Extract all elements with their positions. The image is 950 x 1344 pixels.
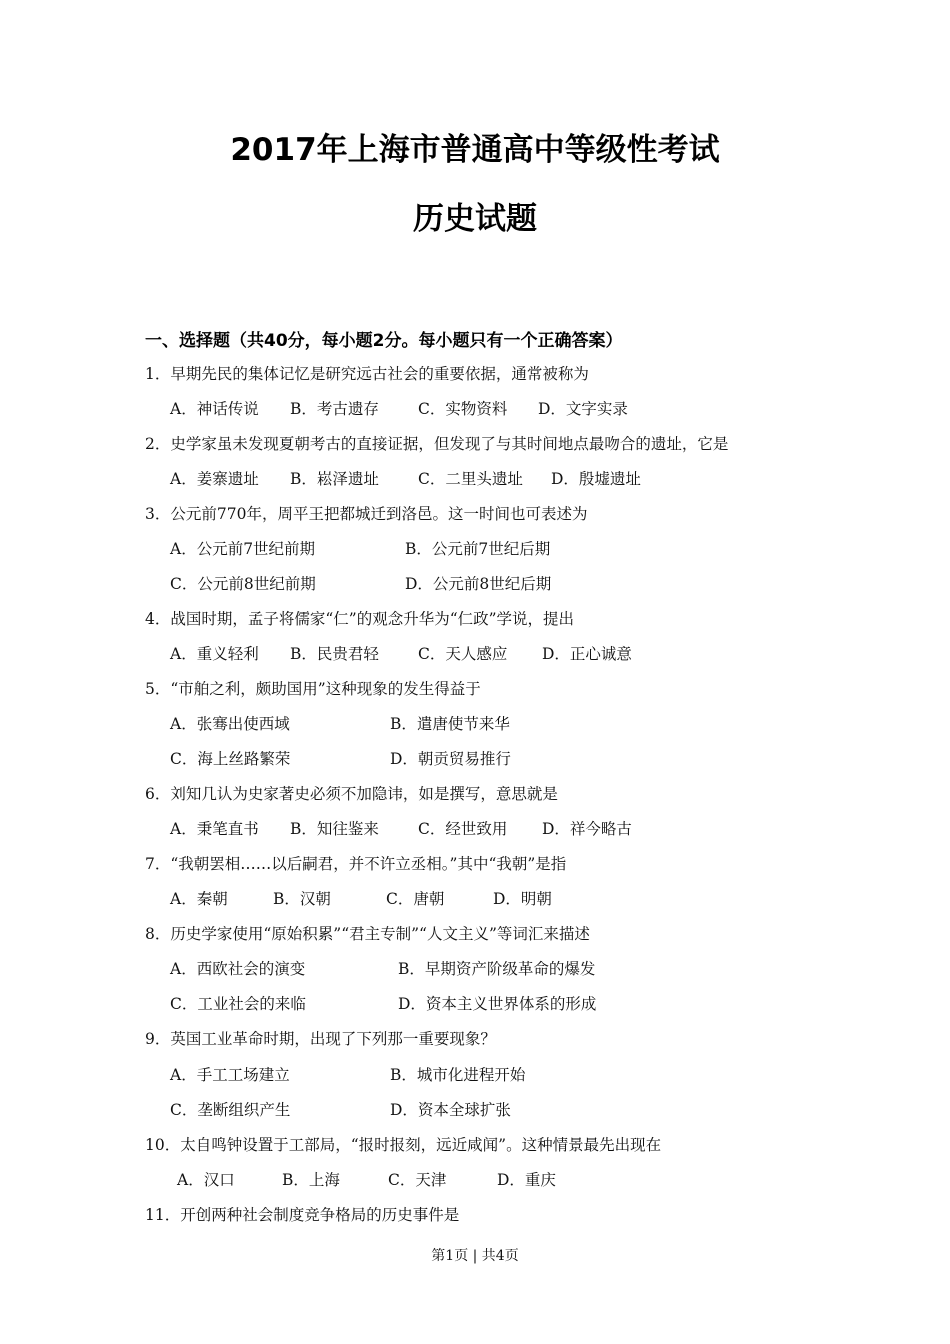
option-a: A．重义轻利 [170,645,259,663]
question-stem: 10．太自鸣钟设置于工部局，“报时报刻，远近咸闻”。这种情景最先出现在 [145,1136,662,1154]
option-c: C．二里头遗址 [418,470,523,488]
option-a: A．张骞出使西域 [170,715,290,733]
option-c: C．经世致用 [418,820,508,838]
option-c: C．海上丝路繁荣 [170,750,291,768]
option-c: C．天人感应 [418,645,508,663]
option-a: A．手工工场建立 [170,1066,290,1084]
option-b: B．知往鉴来 [290,820,379,838]
option-b: B．上海 [282,1171,340,1189]
question-stem: 2．史学家虽未发现夏朝考古的直接证据，但发现了与其时间地点最吻合的遗址，它是 [145,435,729,453]
question-stem: 11．开创两种社会制度竞争格局的历史事件是 [145,1206,460,1224]
option-c: C．垄断组织产生 [170,1101,291,1119]
exam-subtitle: 历史试题 [413,201,537,237]
page-indicator: 第1页 | 共4页 [431,1248,519,1264]
question-stem: 4．战国时期，孟子将儒家“仁”的观念升华为“仁政”学说，提出 [145,610,575,628]
option-b: B．考古遗存 [290,400,379,418]
option-b: B．早期资产阶级革命的爆发 [398,960,596,978]
option-b: B．公元前7世纪后期 [405,540,551,558]
question-stem: 3．公元前770年，周平王把都城迁到洛邑。这一时间也可表述为 [145,505,588,523]
option-d: D．资本主义世界体系的形成 [398,995,597,1013]
option-a: A．秦朝 [170,890,228,908]
option-d: D．殷墟遗址 [551,470,641,488]
option-d: D．公元前8世纪后期 [405,575,552,593]
option-d: D．正心诚意 [542,645,632,663]
question-stem: 6．刘知几认为史家著史必须不加隐讳，如是撰写，意思就是 [145,785,558,803]
question-stem: 1．早期先民的集体记忆是研究远古社会的重要依据，通常被称为 [145,365,589,383]
option-a: A．公元前7世纪前期 [170,540,316,558]
option-b: B．民贵君轻 [290,645,379,663]
option-b: B．城市化进程开始 [390,1066,526,1084]
question-stem: 7．“我朝罢相……以后嗣君，并不许立丞相。”其中“我朝”是指 [145,855,567,873]
section-heading: 一、选择题（共40分，每小题2分。每小题只有一个正确答案） [145,331,623,351]
question-stem: 5．“市舶之利，颇助国用”这种现象的发生得益于 [145,680,481,698]
option-c: C．实物资料 [418,400,508,418]
option-d: D．祥今略古 [542,820,632,838]
option-d: D．重庆 [497,1171,556,1189]
option-a: A．汉口 [177,1171,235,1189]
option-c: C．公元前8世纪前期 [170,575,316,593]
option-d: D．明朝 [493,890,552,908]
option-c: C．唐朝 [386,890,445,908]
question-stem: 9．英国工业革命时期，出现了下列那一重要现象？ [145,1030,496,1048]
option-b: B．汉朝 [273,890,331,908]
option-c: C．工业社会的来临 [170,995,306,1013]
option-d: D．文字实录 [538,400,628,418]
question-stem: 8．历史学家使用“原始积累”“君主专制”“人文主义”等词汇来描述 [145,925,590,943]
option-d: D．朝贡贸易推行 [390,750,511,768]
option-a: A．西欧社会的演变 [170,960,306,978]
option-a: A．秉笔直书 [170,820,259,838]
exam-title: 2017年上海市普通高中等级性考试 [230,132,720,168]
option-b: B．遣唐使节来华 [390,715,510,733]
option-b: B．崧泽遗址 [290,470,379,488]
option-d: D．资本全球扩张 [390,1101,511,1119]
option-a: A．神话传说 [170,400,259,418]
option-a: A．姜寨遗址 [170,470,259,488]
option-c: C．天津 [388,1171,447,1189]
